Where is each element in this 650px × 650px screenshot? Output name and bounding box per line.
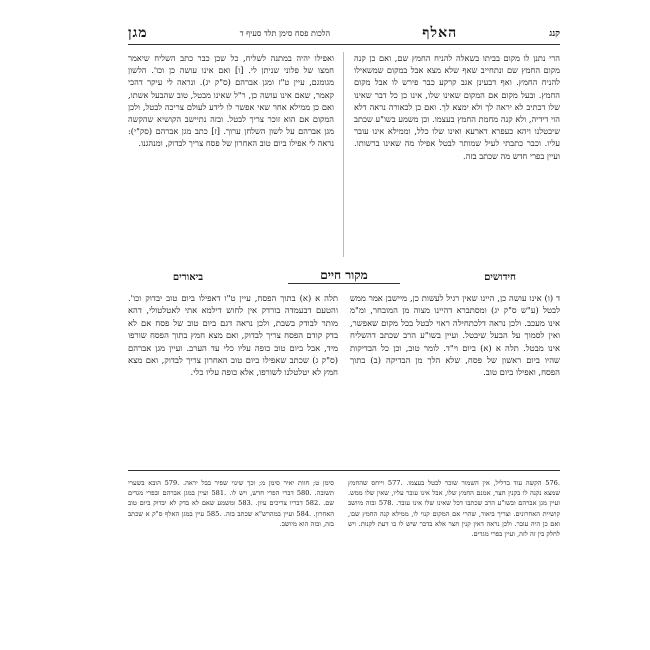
footnotes-left-text: סימן ט; חוות יאיר סימן מ; וכך שינוי שפיר בבל יראה. .579 הובא בשערי תשובה. .580 דברי הפרי חדש, ויש לו. .581 ועיין במגן אברהם ובפרי מגדים שם. .582 דבריו צריכים עיון. .583 ומשמע שאם לא בדק לא יבדוק ביום טוב האחרון. .584 ועיין במהרש"א שכתב בזה. .585 עיין במגן האלף ס"ק א שכתב בזה, ובזה הוא מיושב. (128, 479, 335, 528)
footnotes-left-column (128, 478, 334, 529)
section-title-mekor-chaim: מקור חיים (288, 268, 400, 284)
commentary-left-column (128, 52, 334, 150)
footnotes-right-column (348, 478, 560, 539)
running-title-right: מגן (128, 24, 148, 41)
section-title-chidushim: חידושים (484, 272, 516, 283)
commentary-left-text: ואפילו יהיה במתנה לשליח, כל שכן כבר כתב השליח שיאמר חמצו של פלוני שניתן לי. [ו] ואם אינו עושה כן וכו'. הלשון מגומגם, עיין ט"ז ומגן אברהם (ס"ק יג). ונראה לי עיקר דהכי קאמר, שאם אינו עושה כן, ר"ל שאינו מבטל, טוב שהבעל אשתו, ואם כן ממילא אחר שאי אפשר לו לידע לעולם צריכה לבטל, ולכן המקום אם הוא זוכר צריך לבטל. ובזה נתיישב הקושיא שהקשה מגן אברהם על לשון השלחן ערוך. [ז] כתב מגן אברהם (סק"י): נראה לי אפילו ביום טוב האחרון של פסח צריך לבדוק, ומנהגנו. (128, 53, 334, 149)
book-page (128, 0, 560, 650)
commentary-right-text: הרי נתנן לו מקום בביתו בשאלה להניח החמץ שם, ואם כן קנה מקום החמץ שם ונתחייב שאף שלא מצא אבל במקום שמשאילו להניח החמץ. ואף דבעינן אגב קרקע כבר פירש לו אבל מקום החמץ. ובעל מקום אם המקום שאינו שלו, אינו כן כל דבר שאינו שלו דכתיב לא יראה לך ולא ימצא לך. ואם כן לכאורה נראה דלא הוי דידיה, ולא קנה מחמת החמץ בעצמו. וכן משמע בשו"ע שכתב שיבטלנו ויהא כעפרא דארעא ואינו שלו כלל, וממילא אינו עובר עליו. וכבר כתבתי לעיל שמותר לבטל אפילו מה שאינו ברשותו. ועיין בפרי חדש מה שכתב בזה. (354, 53, 560, 161)
biurim-column (128, 292, 338, 379)
footnotes-right-text: .576 הקשה עוד בדליל, אין השמור שוכר לבטל בעצמו. .577 וייחס שהחמץ שמצא נקנה לו בקנין חצר, אמנם החמץ שלו, אבל אינו עובר עליו, שאין שלו ממש. ועיין מגן אברהם ובשו"ע הרב שכתבו דכל שאינו שלו אינו עובר. .578 ובזה מיושב קושיית האחרונים. וצריך ביאור, שהרי אם המקום קנוי לו, ממילא קנה החמץ שבו, ואם כן היה עובר. ולכן נראה דאין קנין חצר אלא בדבר שיש לו בו דעת לקנות. ויש לחלק בין זה לזה, ועיין בפרי מגדים. (348, 479, 561, 539)
commentary-right-column (354, 52, 560, 162)
column-divider (343, 52, 344, 257)
section-title-biurim: ביאורים (172, 272, 204, 283)
biurim-text: תלה א (א) בתוך הפסח, עיין ט"ו דאפילו ביום טוב יבדוק וכו'. והטעם דבעמדה בורדק אין לחוש דילמא אתי לאטלטולי, דהא מותר לבודק בשבת, ולכן נראה דגם ביום טוב של פסח אם לא בדק קודם הפסח צריך לבדוק, ואם מצא חמץ בתוך הפסח שורפו מיד, אבל ביום טוב כופה עליו כלי עד הערב. ועיין מגן אברהם (ס"ק ג) שכתב שאפילו ביום טוב האחרון צריך לבדוק, ואם מצא חמץ לא יטלטלנו לשורפו, אלא כופה עליו כלי. (128, 293, 338, 378)
page-header (128, 22, 560, 45)
running-subtitle: הלכות פסח סימן תלד סעיף ד (239, 28, 331, 38)
chidushim-text: ד (ו) אינו עושה כן, היינו שאין רגיל לעשות כן, מיישבן אמר ממש לבטל (ע"ש ס"ק יג) ומסתברא דהיינו מצוה מן המובחר, ומ"מ אינו מעכב. ולכן נראה דלכתחילה ראוי לבטל בכל מקום שאפשר, ואין לסמוך על הבעל שיבטל. ועיין בשו"ע הרב שכתב דהשליח אינו מבטל. תלה א (א) ביום וי"ד. לומר טוב, וכן כל הבדיקות שהיו ביום ראשון של פסח, שלא הלך מן הבדיקה (ב) בתוך הפסח, ואפילו ביום טוב. (350, 293, 560, 378)
chidushim-column (350, 292, 560, 379)
running-title: האלף (422, 24, 458, 41)
page-number: קנג (549, 28, 560, 39)
footnote-separator (128, 470, 560, 471)
